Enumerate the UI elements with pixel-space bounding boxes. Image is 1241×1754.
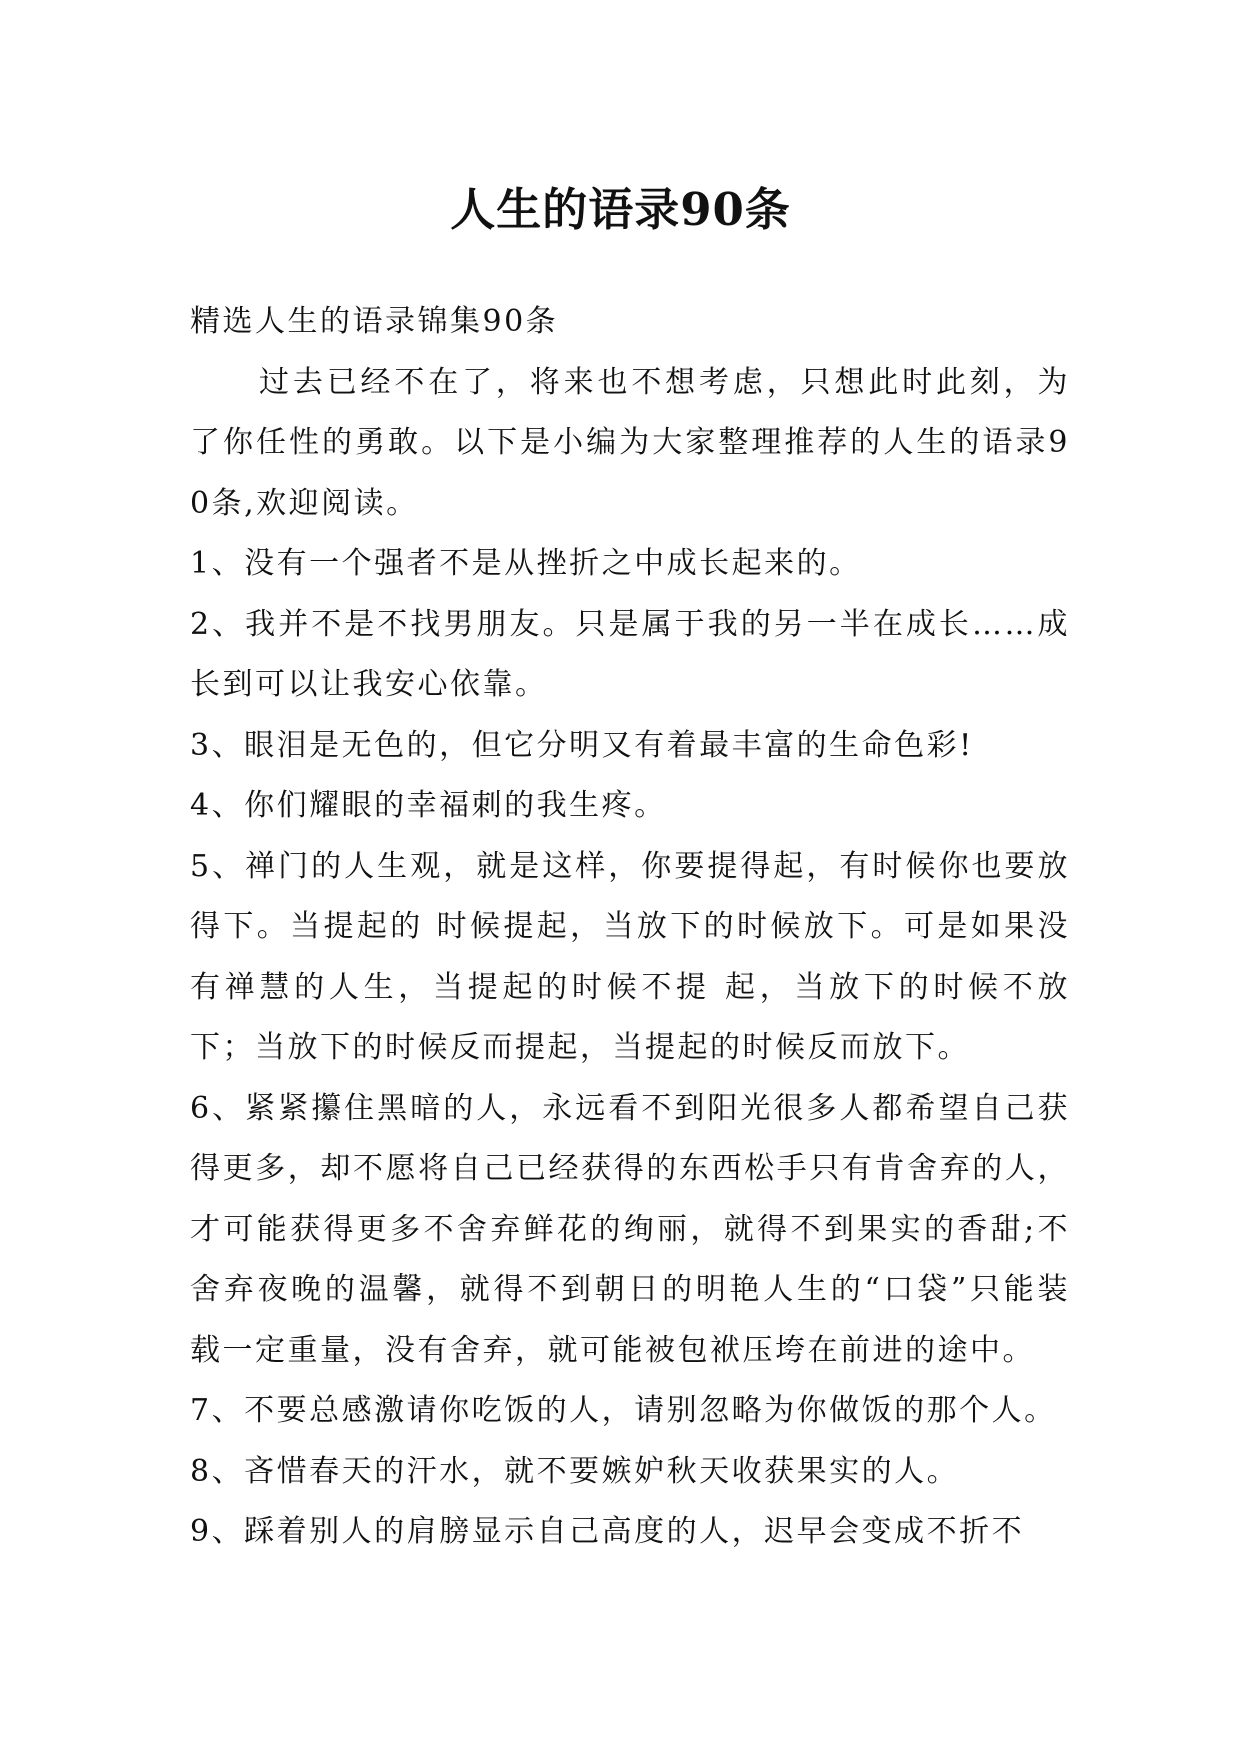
document-subtitle: 精选人生的语录锦集90条 (190, 304, 559, 339)
quote-item-4: 4、你们耀眼的幸福刺的我生疼。 (190, 788, 667, 823)
quote-item-6: 6、紧紧攥住黑暗的人，永远看不到阳光很多人都希望自己获得更多，却不愿将自己已经获得的东西松手只有肯舍弃的人，才可能获得更多不舍弃鲜花的绚丽，就得不到果实的香甜;不舍弃夜晚的温馨，就得不到朝日的明艳人生的“口袋”只能装载一定重量，没有舍弃，就可能被包袱压垮在前进的途中。 (190, 1090, 1070, 1368)
quote-item-5: 5、禅门的人生观，就是这样，你要提得起，有时候你也要放得下。当提起的 时候提起，当放下的时候放下。可是如果没有禅慧的人生，当提起的时候不提 起，当放下的时候不放下；当放下的时候反而提起，当提起的时候反而放下。 (190, 848, 1070, 1065)
quote-item-1: 1、没有一个强者不是从挫折之中成长起来的。 (190, 546, 862, 581)
quote-item-8: 8、吝惜春天的汗水，就不要嫉妒秋天收获果实的人。 (190, 1453, 960, 1489)
intro-paragraph: 过去已经不在了，将来也不想考虑，只想此时此刻，为了你任性的勇敢。以下是小编为大家整理推荐的人生的语录90条,欢迎阅读。 (190, 364, 1070, 521)
quote-item-7: 7、不要总感激请你吃饭的人，请别忽略为你做饭的那个人。 (190, 1393, 1057, 1428)
document-body (190, 292, 1070, 1563)
quote-item-2: 2、我并不是不找男朋友。只是属于我的另一半在成长……成长到可以让我安心依靠。 (190, 606, 1070, 702)
page-title: 人生的语录90条 (450, 183, 791, 237)
quote-item-3: 3、眼泪是无色的，但它分明又有着最丰富的生命色彩! (190, 727, 974, 763)
quote-item-9: 9、踩着别人的肩膀显示自己高度的人，迟早会变成不折不 (190, 1514, 1025, 1549)
